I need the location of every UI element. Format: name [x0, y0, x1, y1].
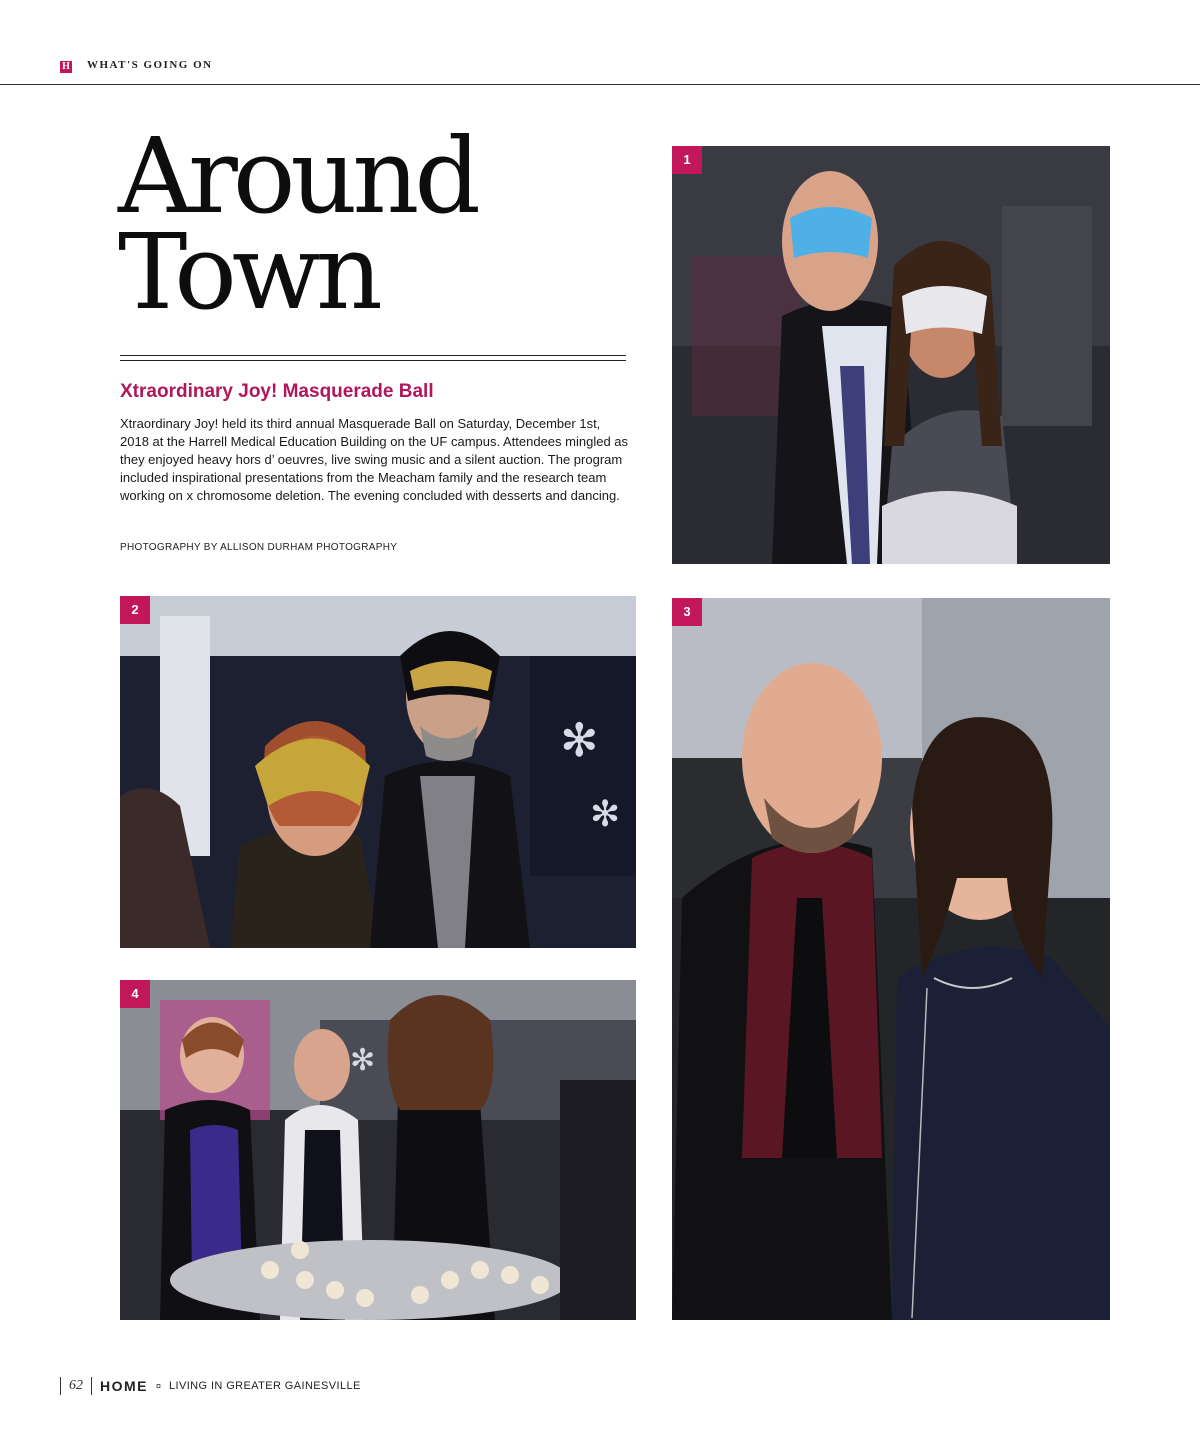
event-title: Xtraordinary Joy! Masquerade Ball [120, 381, 434, 402]
svg-text:✻: ✻ [350, 1043, 376, 1078]
page-footer [60, 1376, 361, 1396]
section-name: WHAT'S GOING ON [87, 59, 213, 71]
title-divider [120, 355, 626, 361]
photo-3-image [672, 598, 1110, 1320]
photo-number-4: 4 [120, 980, 150, 1008]
photo-number-2: 2 [120, 596, 150, 624]
section-logo-icon: H [60, 61, 72, 73]
event-body: Xtraordinary Joy! held its third annual Masquerade Ball on Saturday, December 1st, 2018 at the Harrell Medical Education Building on the UF campus. Attendees mingled as they enjoyed heavy hors d’ oeuvres, live swing music and a silent auction. The program included inspirational presentations from the Meacham family and the research team working on x chromosome deletion. The evening concluded with desserts and dancing. [120, 416, 629, 503]
photo-4 [120, 980, 636, 1320]
photo-2 [120, 596, 636, 948]
svg-text:✻: ✻ [560, 713, 599, 767]
photo-4-image [120, 980, 636, 1320]
footer-divider-left [60, 1377, 61, 1395]
page-header [0, 0, 1200, 85]
photo-1-image [672, 146, 1110, 564]
svg-text:✻: ✻ [590, 794, 621, 835]
title-line-2: Town [118, 211, 378, 333]
page-number: 62 [69, 1378, 83, 1393]
footer-separator-icon: ¤ [156, 1381, 162, 1391]
photo-number-1: 1 [672, 146, 702, 174]
magazine-tagline: LIVING IN GREATER GAINESVILLE [169, 1380, 361, 1392]
photo-1 [672, 146, 1110, 564]
title-line-1: Around [118, 115, 476, 237]
photo-number-3: 3 [672, 598, 702, 626]
photo-2-image [120, 596, 636, 948]
footer-divider-right [91, 1377, 92, 1395]
photo-credit: PHOTOGRAPHY BY ALLISON DURHAM PHOTOGRAPHY [120, 542, 398, 553]
magazine-name: HOME [100, 1378, 148, 1394]
photo-3 [672, 598, 1110, 1320]
page-title [118, 115, 638, 333]
